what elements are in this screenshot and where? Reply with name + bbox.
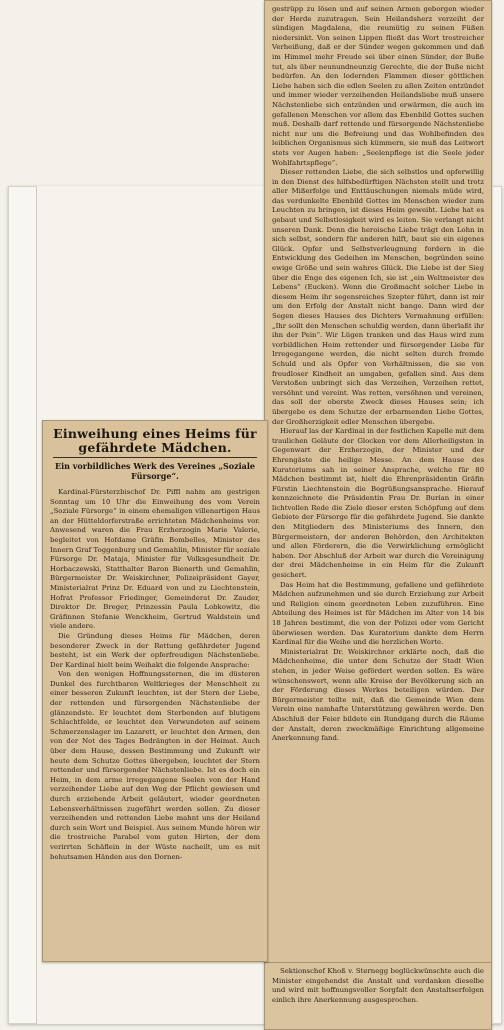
paragraph: Sektionschef Khoß v. Sternegg beglückwünschte auch die Minister eingehendst die Anstalt und verdanken dieselbe und wird mit hoffnungsvoller Sorgfalt den Anstaltserfolgen einlich ihre Anerkennung ausgesprochen. bbox=[272, 967, 484, 1004]
paragraph: Ministerialrat Dr. Weiskirchner erklärte noch, daß die Mädchenheime, die unter dem Schutze der Stadt Wien stehen, in jeder Weise gefördert werden sollen. Es wäre wünschenswert, wenn alle Kreise der Bevölkerung sich an der Förderung dieses Werkes beteiligen würden. Der Bürgermeister teilte mit, daß die Gemeinde Wien dem Verein eine namhafte Unterstützung gewähren werde. Den Abschluß der Feier bildete ein Rundgang durch die Räume der Anstalt, deren zweckmäßige Einrichtung allgemeine Anerkennung fand. bbox=[272, 647, 484, 743]
clipping-right-column bbox=[264, 0, 492, 1030]
paragraph: Von den wenigen Hoffnungssternen, die im düsteren Dunkel des furchtbaren Weltkrieges der Menschheit zu einer besseren Zukunft leuchten, ist der Stern der Liebe, der rettenden und fürsorgenden Nächstenliebe der glänzendste. Er leuchtet dem Sterbenden auf blutigem Schlachtfelde, er leuchtet den Verwundeten auf seinem Schmerzenslager im Lazarett, er leuchtet den Armen, den von der Not des Tages Bedrängten in der Heimat. Auch über dem Hause, dessen Bestimmung und Zukunft wir heute dem Schutze Gottes übergeben, leuchtet der Stern rettender und fürsorgender Nächstenliebe. Ist es doch ein Heim, in dem arme irregegangene Seelen von der Hand verzeihender Liebe auf den Weg der Pflicht gewiesen und durch erziehende Arbeit geläutert, wieder geordneten Lebensverhältnissen zugeführt werden sollen. Zu dieser verzeihenden und rettenden Liebe mahnt uns der Heiland durch sein Wort und Beispiel. Aus seinem Munde hören wir die trostreiche Parabel vom guten Hirten, der dem verirrten Schäflein in der Wüste nacheilt, um es mit behutsamen Händen aus den Dornen- bbox=[50, 670, 260, 861]
paragraph: Hierauf las der Kardinal in der festlichen Kapelle mit dem traulichen Geläute der Glocken vor dem Allerheiligsten in Gegenwart der Erzherzogin, der Minister und der Ehrengäste die heilige Messe. An dem Hause des Kuratoriums sah in seiner Ansprache, welche für 80 Mädchen bestimmt ist, hielt die Ehrenpräsidentin Gräfin Fürstin Liechtenstein die Begrüßungsansprache. Hierauf kennzeichnete die Präsidentin Frau Dr. Burian in einer lichtvollen Rede die Ziele dieser ersten Schöpfung auf dem Gebiete der Fürsorge für die gefährdete Jugend. Sie dankte den Mitgliedern des Ministeriums des Innern, den Bürgermeistern, der anderen Behörden, den Architekten und allen Förderern, die die Verwirklichung ermöglicht haben. Der Abschluß der Arbeit war durch die Vereinigung der drei Mädchenheime in ein Heim für die Zukunft gesichert. bbox=[272, 427, 484, 580]
article-subtitle: Ein vorbildliches Werk des Vereines „Soziale Fürsorge“. bbox=[55, 461, 255, 481]
paragraph: Dieser rettenden Liebe, die sich selbstlos und opferwillig in den Dienst des hilfsbedürftigen Nächsten stellt und trotz aller Mißerfolge und Enttäuschungen niemals müde wird, das verdunkelte Ebenbild Gottes im Menschen wieder zum Leuchten zu bringen, ist dieses Heim geweiht. Liebe hat es gebaut und Selbstlosigkeit wird es leiten. Sie verlangt nicht unseren Dank. Denn die heroische Liebe trägt den Lohn in sich selbst, sondern für anderen hilft, baut sie ein eigenes Glück. Opfer und Selbstverleugnung fordern in die Entwicklung des Gedeihen im Menschen, begründen seine ewige Größe und sein wahres Glück. Die Liebe ist der Sieg über die Enge des eigenen Ich, sie ist „ein Weltmeister des Lebens“ (Eucken). Wenn die Großmacht solcher Liebe in diesem Heim ihr segensreiches Szepter führt, dann ist mir um den Erfolg der Anstalt nicht bange. Dann wird der Segen dieses Hauses des Dichters Vermahnung erfüllen: „Ihr sollt den Menschen schuldig werden, dann überlaßt ihr ihn der Pein“. Wir Lügen tranken und das Haus wird zum vorbildlichen Heim rettender und fürsorgender Liebe für Irregegangene werden, die nicht selten durch fremde Schuld und als Opfer von Verhältnissen, die sie von freudloser Kindheit an umgaben, gefallen sind. Aus dem Verstoßen unbringt sich das Verzeihen, Verzeihen rettet, versöhnt und vereint. Was retten, versöhnen und vereinen, das soll der oberste Zweck dieses Hauses sein; ich übergebe es dem Schutze der erbarmenden Liebe Gottes, der Großherzigkeit edler Menschen übergebe. bbox=[272, 168, 484, 426]
article-title: Einweihung eines Heims für gefährdete Mädchen. bbox=[53, 426, 257, 455]
right-column-text bbox=[265, 1, 491, 744]
paragraph: gestrüpp zu lösen und auf seinen Armen geborgen wieder der Herde zuzutragen. Sein Heilandsherz verzeiht der sündigen Magdalena, die reumütig zu seinen Füßen niedersinkt. Von seinen Lippen fließt das Wort trostreicher Verheißung, daß er der Sünder wegen gekommen und daß im Himmel mehr Freude sei über einen Sünder, der Buße tut, als über neunundneunzig Gerechte, die der Buße nicht bedürfen. An den lodernden Flammen dieser göttlichen Liebe haben sich die edlen Seelen zu allen Zeiten entzündet und immer wieder verzeihenden Heilandsliebe muß unsere Nächstenliebe sich entzünden und erwärmen, die auch im gefallenen Menschen vor allem das Ebenbild Gottes suchen muß. Deshalb darf rettende und fürsorgende Nächstenliebe nicht nur um die Befreiung und das Wohlbefinden des leiblichen Organismus sich kümmern, sie muß das Leitwort stets vor Augen haben: „Seelenpflege ist die Seele jeder Wohlfahrtspflege“. bbox=[272, 5, 484, 167]
paragraph: Die Gründung dieses Heims für Mädchen, deren besonderer Zweck in der Rettung gefährdeter Jugend besteht, ist ein Werk der opferfreudigen Nächstenliebe. Der Kardinal hielt beim Weihakt die folgende Ansprache: bbox=[50, 631, 260, 669]
left-column-text bbox=[43, 484, 267, 862]
title-rule bbox=[53, 457, 257, 458]
paragraph: Kardinal-Fürsterzbischof Dr. Piffl nahm am gestrigen Sonntag um 10 Uhr die Einweihung des vom Verein „Soziale Fürsorge“ in einem ehemaligen villenartigen Haus an der Hütteldorferstraße errichteten Mädchenheims vor. Anwesend waren die Frau Erzherzogin Marie Valerie, begleitet von Hofdame Gräfin Bombelles, Minister des Innern Graf Toggenburg und Gemahlin, Minister für soziale Fürsorge Dr. Mataja, Minister für Volksgesundheit Dr. Horbaczewski, Statthalter Baron Bienerth und Gemahlin, Bürgermeister Dr. Weiskirchner, Polizeipräsident Gayer, Ministerialrat Prinz Dr. Eduard von und zu Liechtenstein, Hofrat Professor Friedinger, Gemeinderat Dr. Zauder, Direktor Dr. Breger, Prinzessin Paula Lobkowitz, die Gräfinnen Stefanie Wenckheim, Gertrud Waldstein und viele andere. bbox=[50, 488, 260, 631]
clipping-left-column bbox=[42, 420, 268, 962]
paragraph: Das Heim hat die Bestimmung, gefallene und gefährdete Mädchen aufzunehmen und sie durch Erziehung zur Arbeit und Religion einem geordneten Leben zuzuführen. Eine Abteilung des Heimes ist für Mädchen im Alter von 14 bis 18 Jahren bestimmt, die von der Polizei oder vom Gericht überwiesen werden. Das Kuratorium dankte dem Herrn Kardinal für die Weihe und die herzlichen Worte. bbox=[272, 580, 484, 647]
bottom-note-text bbox=[265, 963, 491, 1005]
clipping-bottom-note bbox=[264, 962, 492, 1030]
